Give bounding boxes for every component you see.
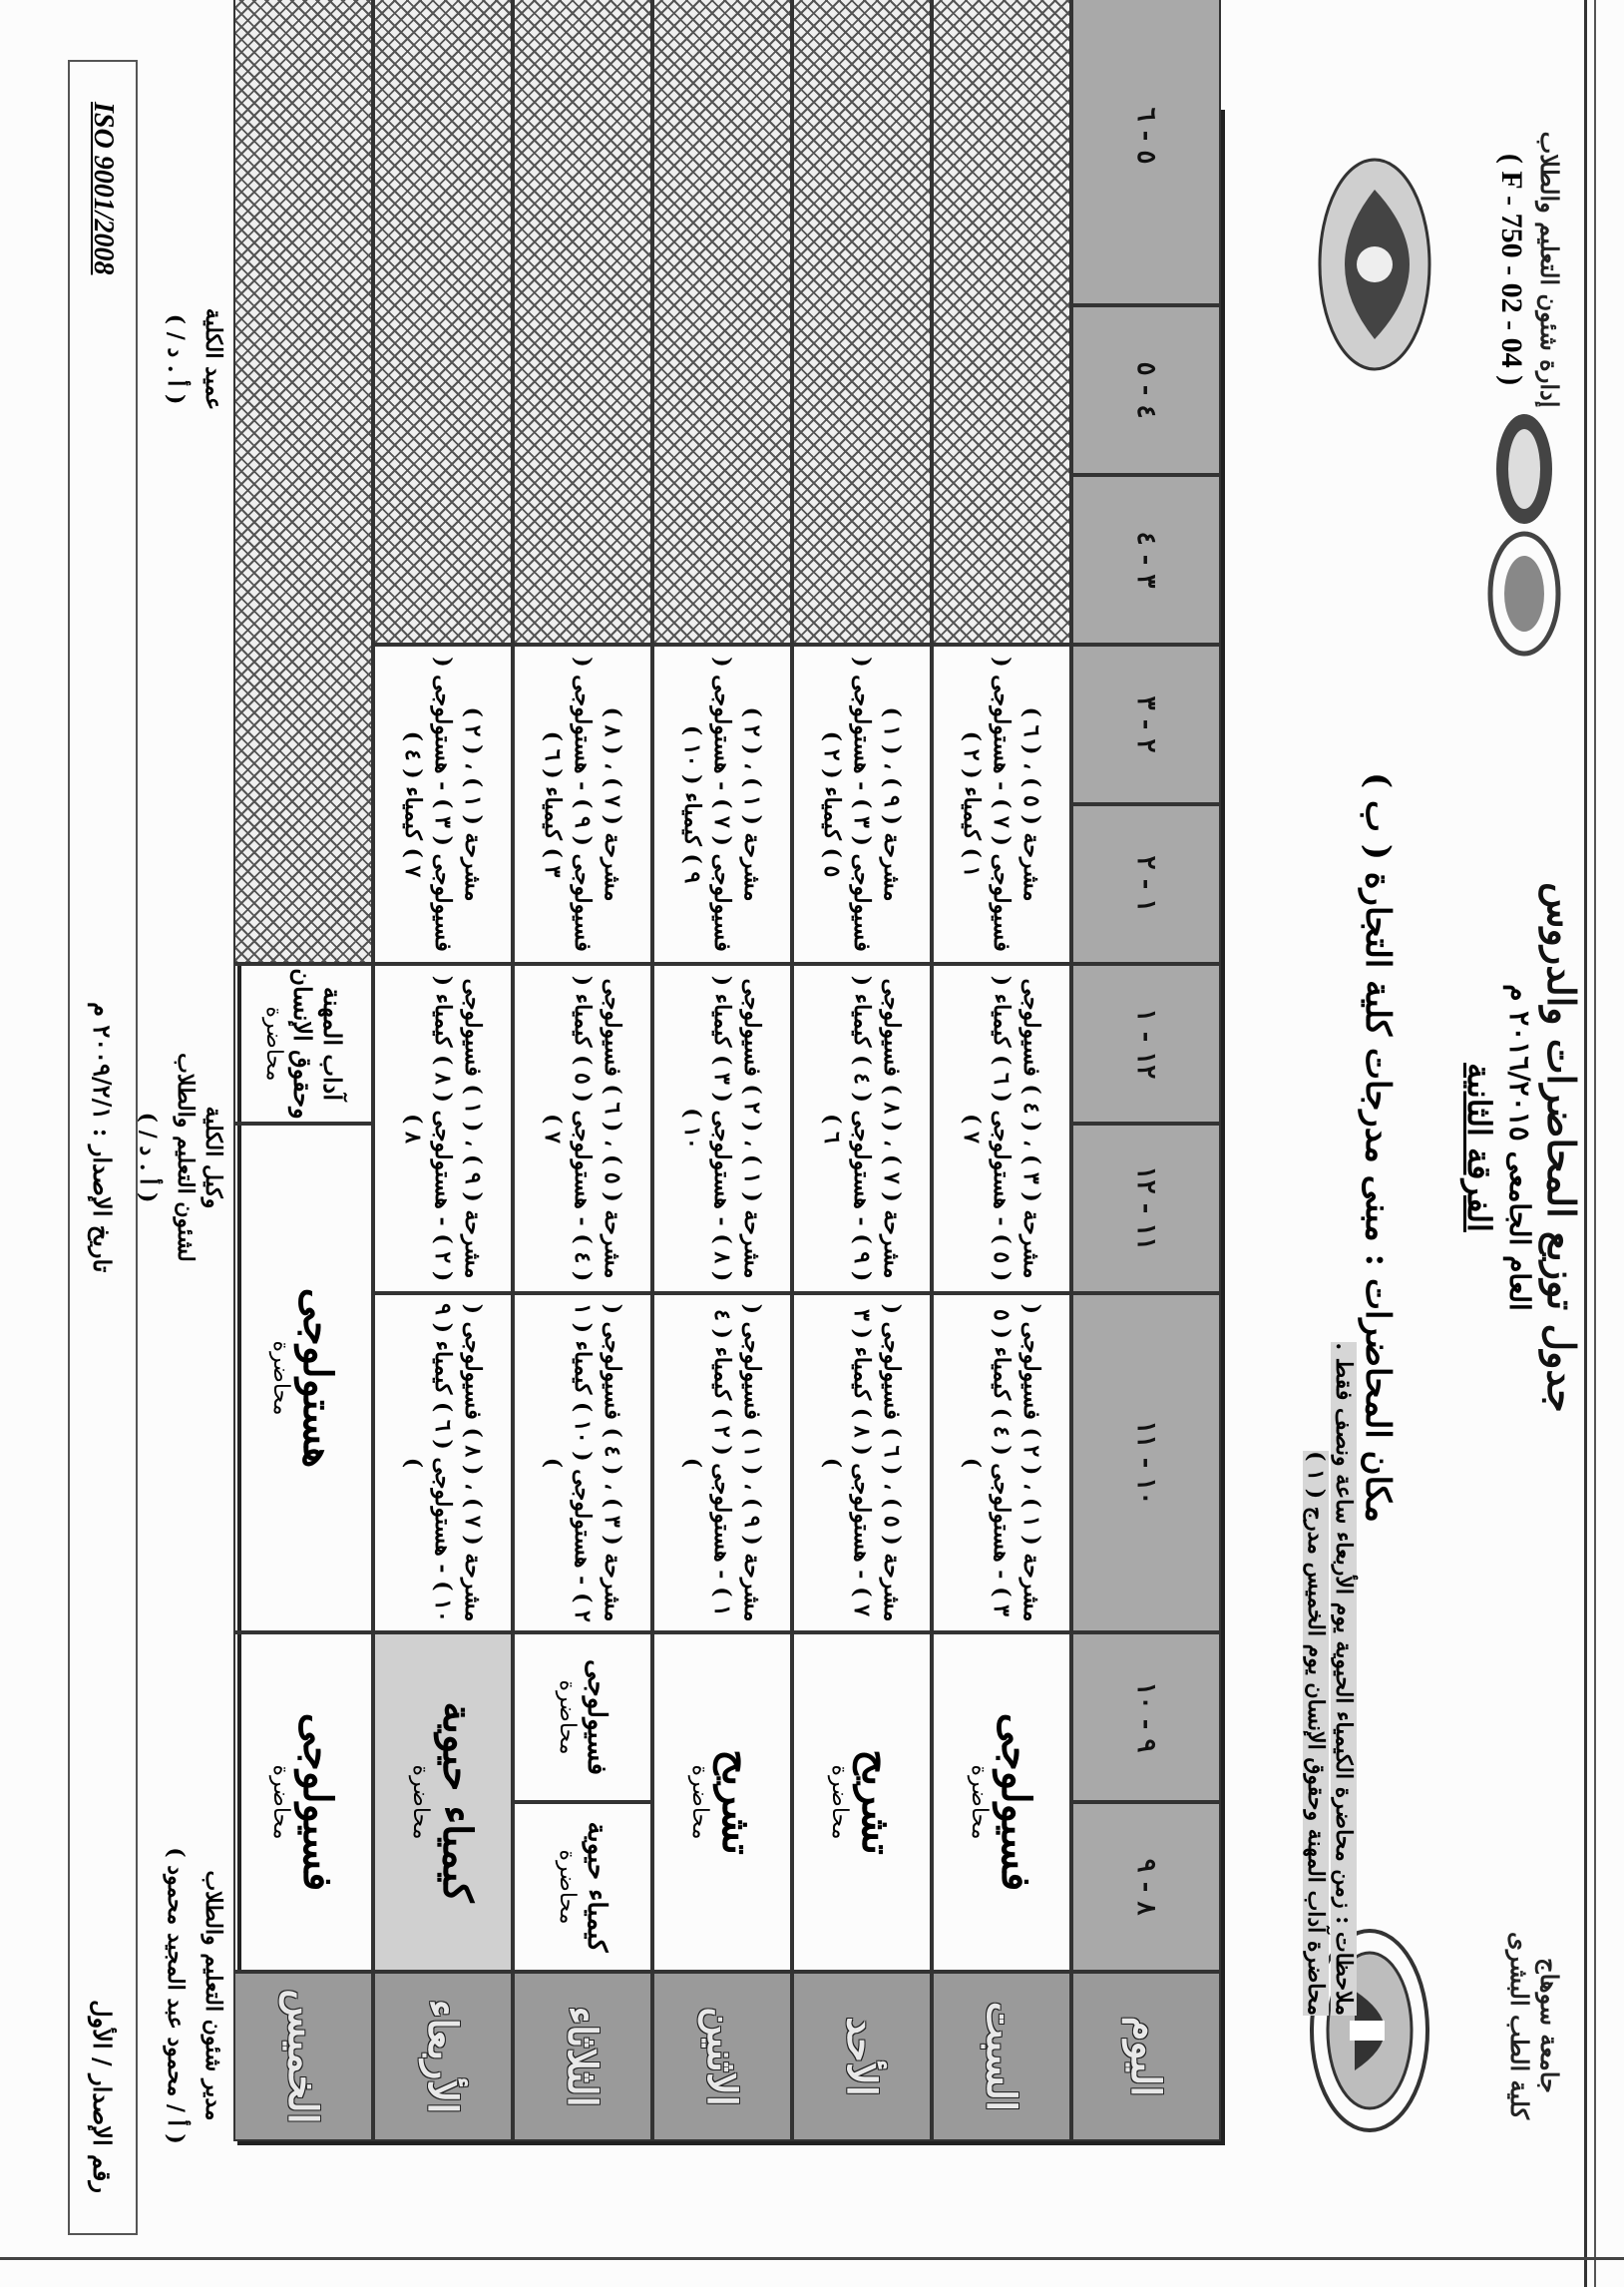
issue-number: رقم الإصدار / الأول <box>88 2000 118 2193</box>
place-block <box>1302 60 1410 2235</box>
header <box>1205 60 1584 2235</box>
empty-slot <box>652 0 792 645</box>
lecture-cell <box>233 1124 373 1632</box>
day-sunday: الأحد <box>792 1972 932 2141</box>
section-cell: مشرحة ( ٧ ) ، ( ٨ ) فسيولوجى ( ٩ ) - هستولوجى ( ٣ ) كيمياء ( ٦ ) <box>513 645 652 964</box>
day-wednesday: الأربعاء <box>373 1972 513 2141</box>
quality-logos-icon <box>1454 409 1584 669</box>
faculty-name: كلية الطب البشرى <box>1505 1931 1534 2120</box>
lecture-cell <box>513 1632 652 1802</box>
vice-dean-title-2: لشئون التعليم والطلاب <box>173 1053 199 1262</box>
vice-dean-signature <box>134 978 227 1337</box>
lecture-cell <box>932 1632 1071 1972</box>
day-monday: الاثنين <box>652 1972 792 2141</box>
empty-slot <box>513 0 652 645</box>
lecture-cell <box>373 1632 513 1972</box>
section-cell: مشرحة ( ٣ ) ، ( ٤ ) فسيولوجى ( ٢ ) - هستولوجى ( ١٠ ) كيمياء ( ١ ) <box>513 1293 652 1632</box>
lecture-kind: محاضرة <box>967 1764 992 1840</box>
form-code: ( F - 750 - 02 - 04 ) <box>1495 153 1528 386</box>
section-cell: مشرحة ( ١ ) ، ( ٢ ) فسيولوجى ( ٣ ) - هستولوجى ( ٤ ) كيمياء ( ٥ ) <box>932 1293 1071 1632</box>
university-block <box>1504 1816 1564 2235</box>
time-slot-header: ٤ - ٥ <box>1071 305 1221 475</box>
footer <box>68 60 138 2235</box>
section-cell: مشرحة ( ١ ) ، ( ٢ ) فسيولوجى ( ٧ ) - هستولوجى ( ٩ ) كيمياء ( ١٠ ) <box>652 645 792 964</box>
lecture-kind: محاضرة <box>408 1764 433 1840</box>
lecture-subject: فسيولوجى <box>993 1712 1039 1892</box>
time-slot-header: ١٢ - ١ <box>1071 964 1221 1124</box>
director-title: مدير شئون التعليم والطلاب <box>201 1870 226 2121</box>
time-slot-header: ٢ - ٣ <box>1071 645 1221 804</box>
dean-title: عميد الكلية <box>201 307 226 411</box>
lecture-kind: محاضرة <box>555 1849 580 1925</box>
lecture-kind: محاضرة <box>268 1340 293 1416</box>
empty-slot <box>233 0 373 964</box>
note-line-2: محاضرة آداب المهنة وحقوق الإنسان يوم الخميس مدرج ( ١ ) <box>1303 1451 1329 2016</box>
empty-slot <box>792 0 932 645</box>
section-cell: مشرحة ( ٥ ) ، ( ٦ ) فسيولوجى ( ٧ ) - هستولوجى ( ١ ) كيمياء ( ٢ ) <box>932 645 1071 964</box>
section-cell: مشرحة ( ٥ ) ، ( ٦ ) فسيولوجى ( ٧ ) - هستولوجى ( ٨ ) كيمياء ( ٣ ) <box>792 1293 932 1632</box>
section-cell: مشرحة ( ٩ ) ، ( ١ ) فسيولوجى ( ٢ ) - هستولوجى ( ٨ ) كيمياء ( ٨ ) <box>373 964 513 1293</box>
director-signature <box>162 1816 227 2175</box>
lecture-subject-line-1: آداب المهنة <box>318 987 347 1101</box>
section-cell: مشرحة ( ٩ ) ، ( ١ ) فسيولوجى ( ٣ ) - هستولوجى ( ٥ ) كيمياء ( ٢ ) <box>792 645 932 964</box>
time-slot-header: ١٠ - ١١ <box>1071 1293 1221 1632</box>
lecture-cell <box>513 1802 652 1972</box>
lecture-place: مكان المحاضرات : مبنى مدرجات كلية التجارة ( ب ) <box>1358 772 1398 1523</box>
iso-label: ISO 9001/2008 <box>88 102 119 275</box>
lecture-kind: محاضرة <box>555 1679 580 1755</box>
time-slot-header: ٩ - ١٠ <box>1071 1632 1221 1802</box>
lecture-subject: هستولوجى <box>294 1287 341 1469</box>
director-name: ( أ / محمود عبد المجيد محمود ) <box>163 1847 189 2144</box>
lecture-kind: محاضرة <box>261 1006 286 1082</box>
time-slot-header: ٣ - ٤ <box>1071 475 1221 645</box>
time-slot-header: ٥ - ٦ <box>1071 0 1221 305</box>
university-name: جامعة سوهاج <box>1535 1958 1564 2093</box>
page-title: جدول توزيع المحاضرات والدروس <box>1539 882 1584 1413</box>
section-cell: مشرحة ( ٣ ) ، ( ٤ ) فسيولوجى ( ٥ ) - هستولوجى ( ٦ ) كيمياء ( ٧ ) <box>932 964 1071 1293</box>
notes <box>1302 60 1358 2235</box>
time-slot-header: ١ - ٢ <box>1071 804 1221 964</box>
empty-slot <box>932 0 1071 645</box>
empty-slot <box>373 0 513 645</box>
lecture-subject: كيمياء حيوية <box>582 1821 611 1953</box>
lecture-kind: محاضرة <box>827 1764 852 1840</box>
lecture-subject: تشريح <box>713 1749 760 1855</box>
lecture-subject: كيمياء حيوية <box>434 1701 481 1903</box>
grade-title: الفرقة الثانية <box>1460 1063 1498 1232</box>
section-cell: مشرحة ( ٧ ) ، ( ٨ ) فسيولوجى ( ٩ ) - هستولوجى ( ٤ ) كيمياء ( ٦ ) <box>792 964 932 1293</box>
title-block <box>1458 659 1584 1636</box>
lecture-subject: فسيولوجى <box>582 1659 611 1775</box>
schedule-table <box>237 107 1225 2145</box>
lecture-cell <box>792 1632 932 1972</box>
dean-signature <box>162 180 227 539</box>
lecture-cell <box>652 1632 792 1972</box>
day-thursday: الخميس <box>233 1972 373 2141</box>
note-line-1: ملاحظات : زمن محاضرة الكيمياء الحيوية يوم الأربعاء ساعة ونصف فقط . <box>1331 1342 1357 2016</box>
issue-date: تاريخ الإصدار : ٢٠٠٩/٢/١ م <box>88 1002 118 1273</box>
lecture-kind: محاضرة <box>268 1764 293 1840</box>
academic-year: العام الجامعى ٢٠١٦/٢٠١٥ م <box>1503 984 1536 1311</box>
day-saturday: السبت <box>932 1972 1071 2141</box>
day-tuesday: الثلاثاء <box>513 1972 652 2141</box>
vice-dean-title-1: وكيل الكلية <box>201 1106 226 1209</box>
dean-name: ( أ . د / ) <box>163 313 189 405</box>
vice-dean-name: ( أ . د / ) <box>135 1112 161 1203</box>
section-cell: مشرحة ( ١ ) ، ( ٢ ) فسيولوجى ( ٣ ) - هستولوجى ( ٧ ) كيمياء ( ٤ ) <box>373 645 513 964</box>
section-cell: مشرحة ( ٩ ) ، ( ١ ) فسيولوجى ( ١ ) - هستولوجى ( ٢ ) كيمياء ( ٤ ) <box>652 1293 792 1632</box>
lecture-cell <box>233 964 373 1124</box>
time-slot-header: ١١ - ١٢ <box>1071 1124 1221 1293</box>
lecture-kind: محاضرة <box>687 1764 712 1840</box>
department-name: إدارة شئون التعليم والطلاب <box>1535 131 1564 408</box>
lecture-subject: فسيولوجى <box>294 1712 341 1892</box>
section-cell: مشرحة ( ٧ ) ، ( ٨ ) فسيولوجى ( ١٠ ) - هستولوجى ( ٦ ) كيمياء ( ٩ ) <box>373 1293 513 1632</box>
section-cell: مشرحة ( ١ ) ، ( ٢ ) فسيولوجى ( ٨ ) - هستولوجى ( ٣ ) كيمياء ( ١٠ ) <box>652 964 792 1293</box>
lecture-cell <box>233 1632 373 1972</box>
day-header: اليوم <box>1071 1972 1221 2141</box>
section-cell: مشرحة ( ٥ ) ، ( ٦ ) فسيولوجى ( ٤ ) - هستولوجى ( ٥ ) كيمياء ( ٧ ) <box>513 964 652 1293</box>
lecture-subject-line-2: وحقوق الإنسان <box>288 968 317 1120</box>
time-slot-header: ٨ - ٩ <box>1071 1802 1221 1972</box>
lecture-subject: تشريح <box>853 1749 900 1855</box>
